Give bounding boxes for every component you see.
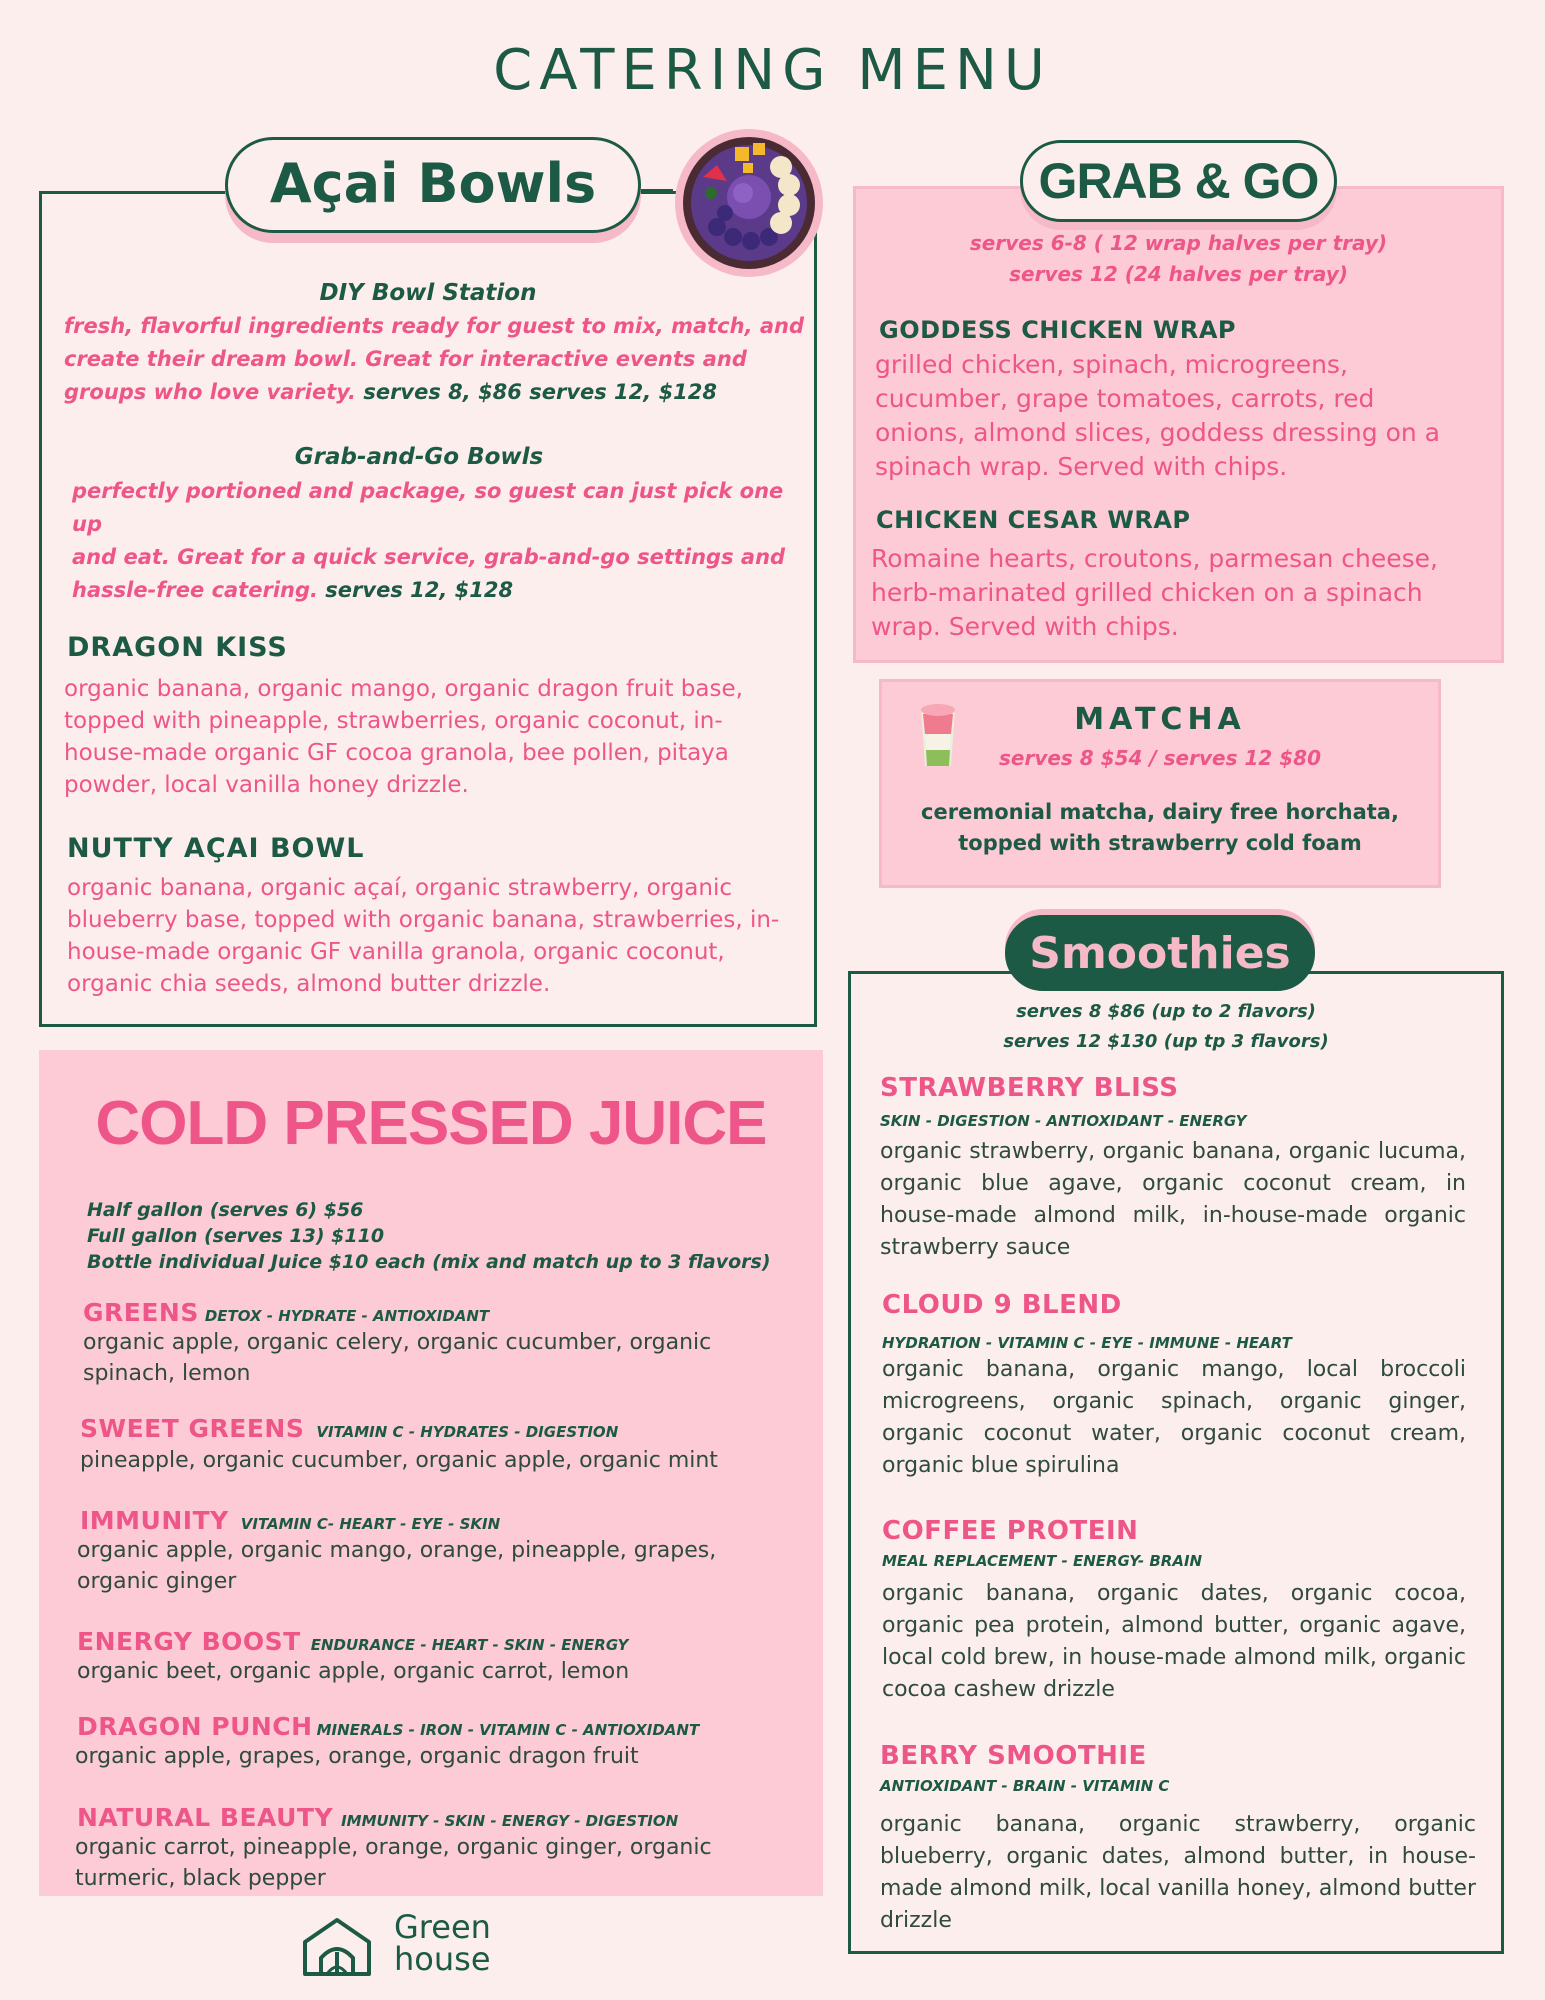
acai-item xyxy=(67,632,288,663)
item-title: NATURAL BEAUTY xyxy=(77,1803,334,1832)
item-title: DRAGON PUNCH xyxy=(77,1712,313,1741)
item-title: STRAWBERRY BLISS xyxy=(880,1073,1179,1103)
item-description: organic banana, organic mango, local broccoli microgreens, organic spinach, organic ginger, organic coconut water, organic coconut cream, organic blue spirulina xyxy=(882,1357,1466,1478)
item-tags: IMMUNITY - SKIN - ENERGY - DIGESTION xyxy=(341,1812,679,1830)
smoothie-item xyxy=(880,1073,1466,1264)
diy-station-description: fresh, flavorful ingredients ready for guest to mix, match, and create their dream bowl. Great for interactive events and groups who love variety. serves 8, $86 serves 12, $128 xyxy=(64,314,805,404)
juice-serves: Half gallon (serves 6) $56 Full gallon (serves 13) $110 Bottle individual Juice $10 each (mix and match up to 3 flavors) xyxy=(87,1199,771,1273)
item-title: COFFEE PROTEIN xyxy=(882,1516,1139,1546)
juice-item xyxy=(75,1712,813,1772)
juice-item xyxy=(77,1627,813,1687)
matcha-serves: serves 8 $54 / serves 12 $80 xyxy=(998,746,1321,770)
item-title: GODDESS CHICKEN WRAP xyxy=(879,316,1236,344)
item-title: CHICKEN CESAR WRAP xyxy=(876,506,1191,534)
page-title: CATERING MENU xyxy=(493,38,1052,103)
item-description: organic apple, grapes, orange, organic dragon fruit xyxy=(75,1744,639,1769)
smoothies-heading: Smoothies xyxy=(1005,915,1315,991)
smoothies-serves: serves 8 $86 (up to 2 flavors) serves 12 $130 (up tp 3 flavors) xyxy=(1003,1001,1329,1052)
grab-bowls-description: perfectly portioned and package, so guest can just pick one up and eat. Great for a quick service, grab-and-go settings and hassle-free catering. serves 12, $128 xyxy=(72,479,786,602)
diy-station-price: serves 8, $86 serves 12, $128 xyxy=(363,380,718,404)
juice-item xyxy=(80,1414,813,1476)
smoothie-item xyxy=(882,1516,1466,1706)
item-tags: ANTIOXIDANT - BRAIN - VITAMIN C xyxy=(880,1777,1170,1795)
item-tags: DETOX - HYDRATE - ANTIOXIDANT xyxy=(204,1307,490,1325)
item-description: organic carrot, pineapple, orange, organic ginger, organic turmeric, black pepper xyxy=(75,1835,712,1891)
smoothie-item xyxy=(882,1290,1466,1482)
item-title: IMMUNITY xyxy=(80,1506,229,1535)
item-description: organic strawberry, organic banana, organic lucuma, organic blue agave, organic coconut cream, in house-made almond milk, in-house-made organic strawberry sauce xyxy=(880,1139,1466,1260)
juice-item xyxy=(83,1298,813,1389)
item-title: BERRY SMOOTHIE xyxy=(880,1741,1147,1771)
item-tags: VITAMIN C- HEART - EYE - SKIN xyxy=(240,1515,501,1533)
matcha-description: ceremonial matcha, dairy free horchata, topped with strawberry cold foam xyxy=(921,800,1399,855)
acai-item xyxy=(67,833,365,864)
greenhouse-logo-icon xyxy=(301,1916,373,1978)
item-tags: MEAL REPLACEMENT - ENERGY- BRAIN xyxy=(882,1552,1203,1570)
item-description: organic banana, organic mango, organic dragon fruit base, topped with pineapple, strawberries, organic coconut, in- house-made organic GF cocoa granola, bee pollen, pitaya powder, local vanilla honey drizzle. xyxy=(64,676,743,798)
item-description: organic beet, organic apple, organic carrot, lemon xyxy=(77,1659,630,1684)
item-tags: MINERALS - IRON - VITAMIN C - ANTIOXIDANT xyxy=(316,1721,700,1739)
juice-item xyxy=(77,1506,813,1597)
diy-station-title: DIY Bowl Station xyxy=(319,280,537,306)
divider xyxy=(641,189,673,192)
item-description: organic banana, organic strawberry, organic blueberry, organic dates, almond butter, in house-made almond milk, local vanilla honey, almond butter drizzle xyxy=(880,1812,1476,1933)
logo-text: Green house xyxy=(394,1908,491,1978)
item-tags: HYDRATION - VITAMIN C - EYE - IMMUNE - HEART xyxy=(882,1334,1292,1352)
item-title: GREENS xyxy=(83,1298,199,1327)
item-title: SWEET GREENS xyxy=(80,1414,305,1443)
item-tags: VITAMIN C - HYDRATES - DIGESTION xyxy=(316,1423,619,1441)
item-title: DRAGON KISS xyxy=(67,632,288,663)
item-description: organic banana, organic açaí, organic strawberry, organic blueberry base, topped with organic banana, strawberries, in- house-made organic GF vanilla granola, organic coconut, organic chia seeds, almond butter drizzle. xyxy=(67,875,780,997)
juice-heading: COLD PRESSED JUICE xyxy=(95,1089,767,1158)
item-tags: SKIN - DIGESTION - ANTIOXIDANT - ENERGY xyxy=(880,1112,1247,1130)
item-title: CLOUD 9 BLEND xyxy=(882,1290,1122,1320)
item-description: pineapple, organic cucumber, organic apple, organic mint xyxy=(80,1448,718,1473)
item-description: grilled chicken, spinach, microgreens, cucumber, grape tomatoes, carrots, red onions, almond slices, goddess dressing on a spinach wrap. Served with chips. xyxy=(875,350,1441,481)
item-title: ENERGY BOOST xyxy=(77,1627,301,1656)
item-tags: ENDURANCE - HEART - SKIN - ENERGY xyxy=(310,1636,629,1654)
acai-heading: Açai Bowls xyxy=(225,137,641,233)
smoothie-item xyxy=(880,1741,1476,1937)
item-description: Romaine hearts, croutons, parmesan cheese, herb-marinated grilled chicken on a spinach wrap. Served with chips. xyxy=(871,544,1438,641)
item-description: organic banana, organic dates, organic cocoa, organic pea protein, almond butter, organic agave, local cold brew, in house-made almond milk, organic cocoa cashew drizzle xyxy=(882,1581,1466,1702)
item-title: NUTTY AÇAI BOWL xyxy=(67,833,365,864)
grab-bowls-price: serves 12, $128 xyxy=(325,578,514,602)
juice-item xyxy=(75,1803,813,1894)
grab-go-serves: serves 6-8 ( 12 wrap halves per tray) serves 12 (24 halves per tray) xyxy=(969,231,1388,286)
item-description: organic apple, organic celery, organic cucumber, organic spinach, lemon xyxy=(83,1330,712,1386)
item-description: organic apple, organic mango, orange, pineapple, grapes, organic ginger xyxy=(77,1538,717,1594)
grab-go-heading: GRAB & GO xyxy=(1020,140,1337,222)
grab-bowls-title: Grab-and-Go Bowls xyxy=(294,444,544,470)
matcha-title: MATCHA xyxy=(1074,702,1246,737)
acai-bowl-image xyxy=(673,127,825,279)
